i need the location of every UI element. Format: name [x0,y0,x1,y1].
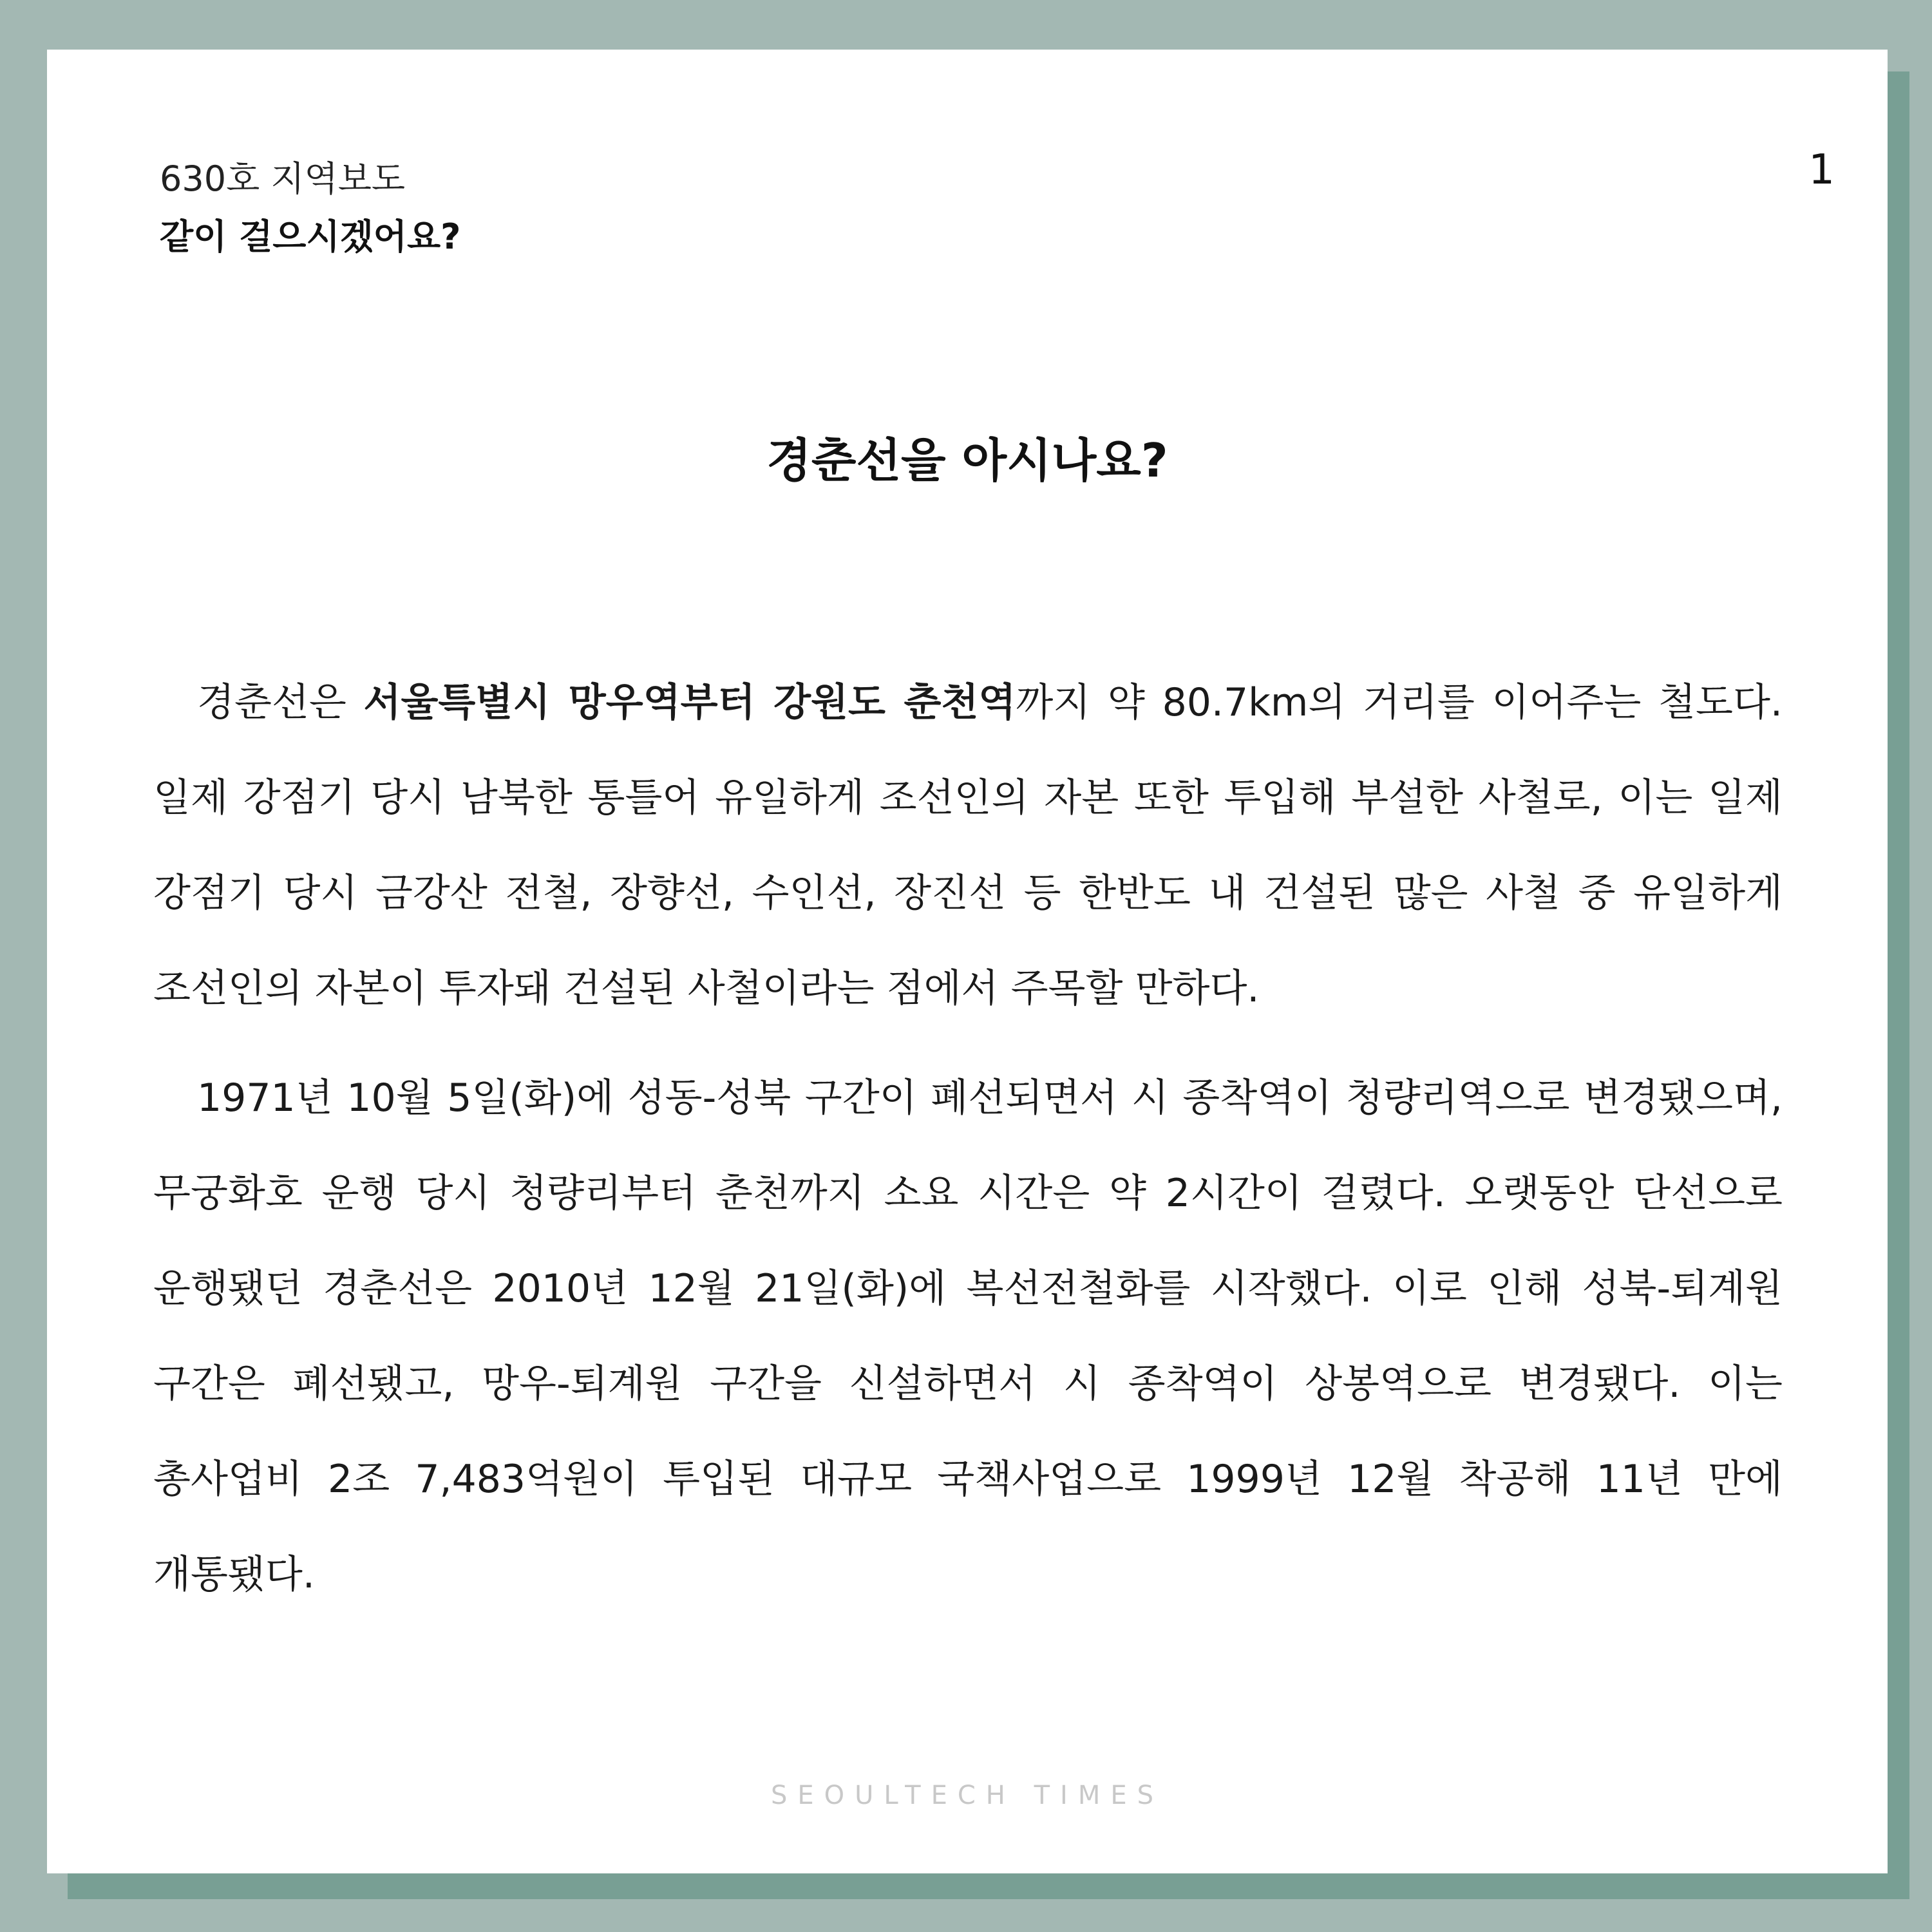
paragraph-1-highlight: 서울특별시 망우역부터 강원도 춘천역 [363,680,1016,725]
article-headline: 경춘선을 아시나요? [766,433,1168,488]
paragraph-1 [153,655,1783,1036]
paragraph-1-lead: 경춘선은 [197,680,364,725]
article-body [153,655,1783,1636]
page-number: 1 [1808,146,1835,194]
paragraph-1-rest: 까지 약 80.7km의 거리를 이어주는 철도다. 일제 강점기 당시 남북한 통틀어 유일하게 조선인의 자본 또한 투입해 부설한 사철로, 이는 일제 강점기 당시 금강산 전철, 장향선, 수인선, 장진선 등 한반도 내 건설된 많은 사철 중 유일하게 조선인의 자본이 투자돼 건설된 사철이라는 점에서 주목할 만하다. [153,680,1783,1011]
paragraph-2: 1971년 10월 5일(화)에 성동-성북 구간이 폐선되면서 시 종착역이 청량리역으로 변경됐으며, 무궁화호 운행 당시 청량리부터 춘천까지 소요 시간은 약 2시간이 걸렸다. 오랫동안 단선으로 운행됐던 경춘선은 2010년 12월 21일(화)에 복선전철화를 시작했다. 이로 인해 성북-퇴계원 구간은 폐선됐고, 망우-퇴계원 구간을 신설하면서 시 종착역이 상봉역으로 변경됐다. 이는 총사업비 2조 7,483억원이 투입된 대규모 국책사업으로 1999년 12월 착공해 11년 만에 개통됐다. [153,1075,1783,1597]
footer-brand: SEOULTECH TIMES [770,1781,1164,1810]
series-subtitle: 같이 걸으시겠어요? [160,216,461,257]
issue-label: 630호 지역보도 [160,158,406,199]
page-card [47,50,1888,1873]
